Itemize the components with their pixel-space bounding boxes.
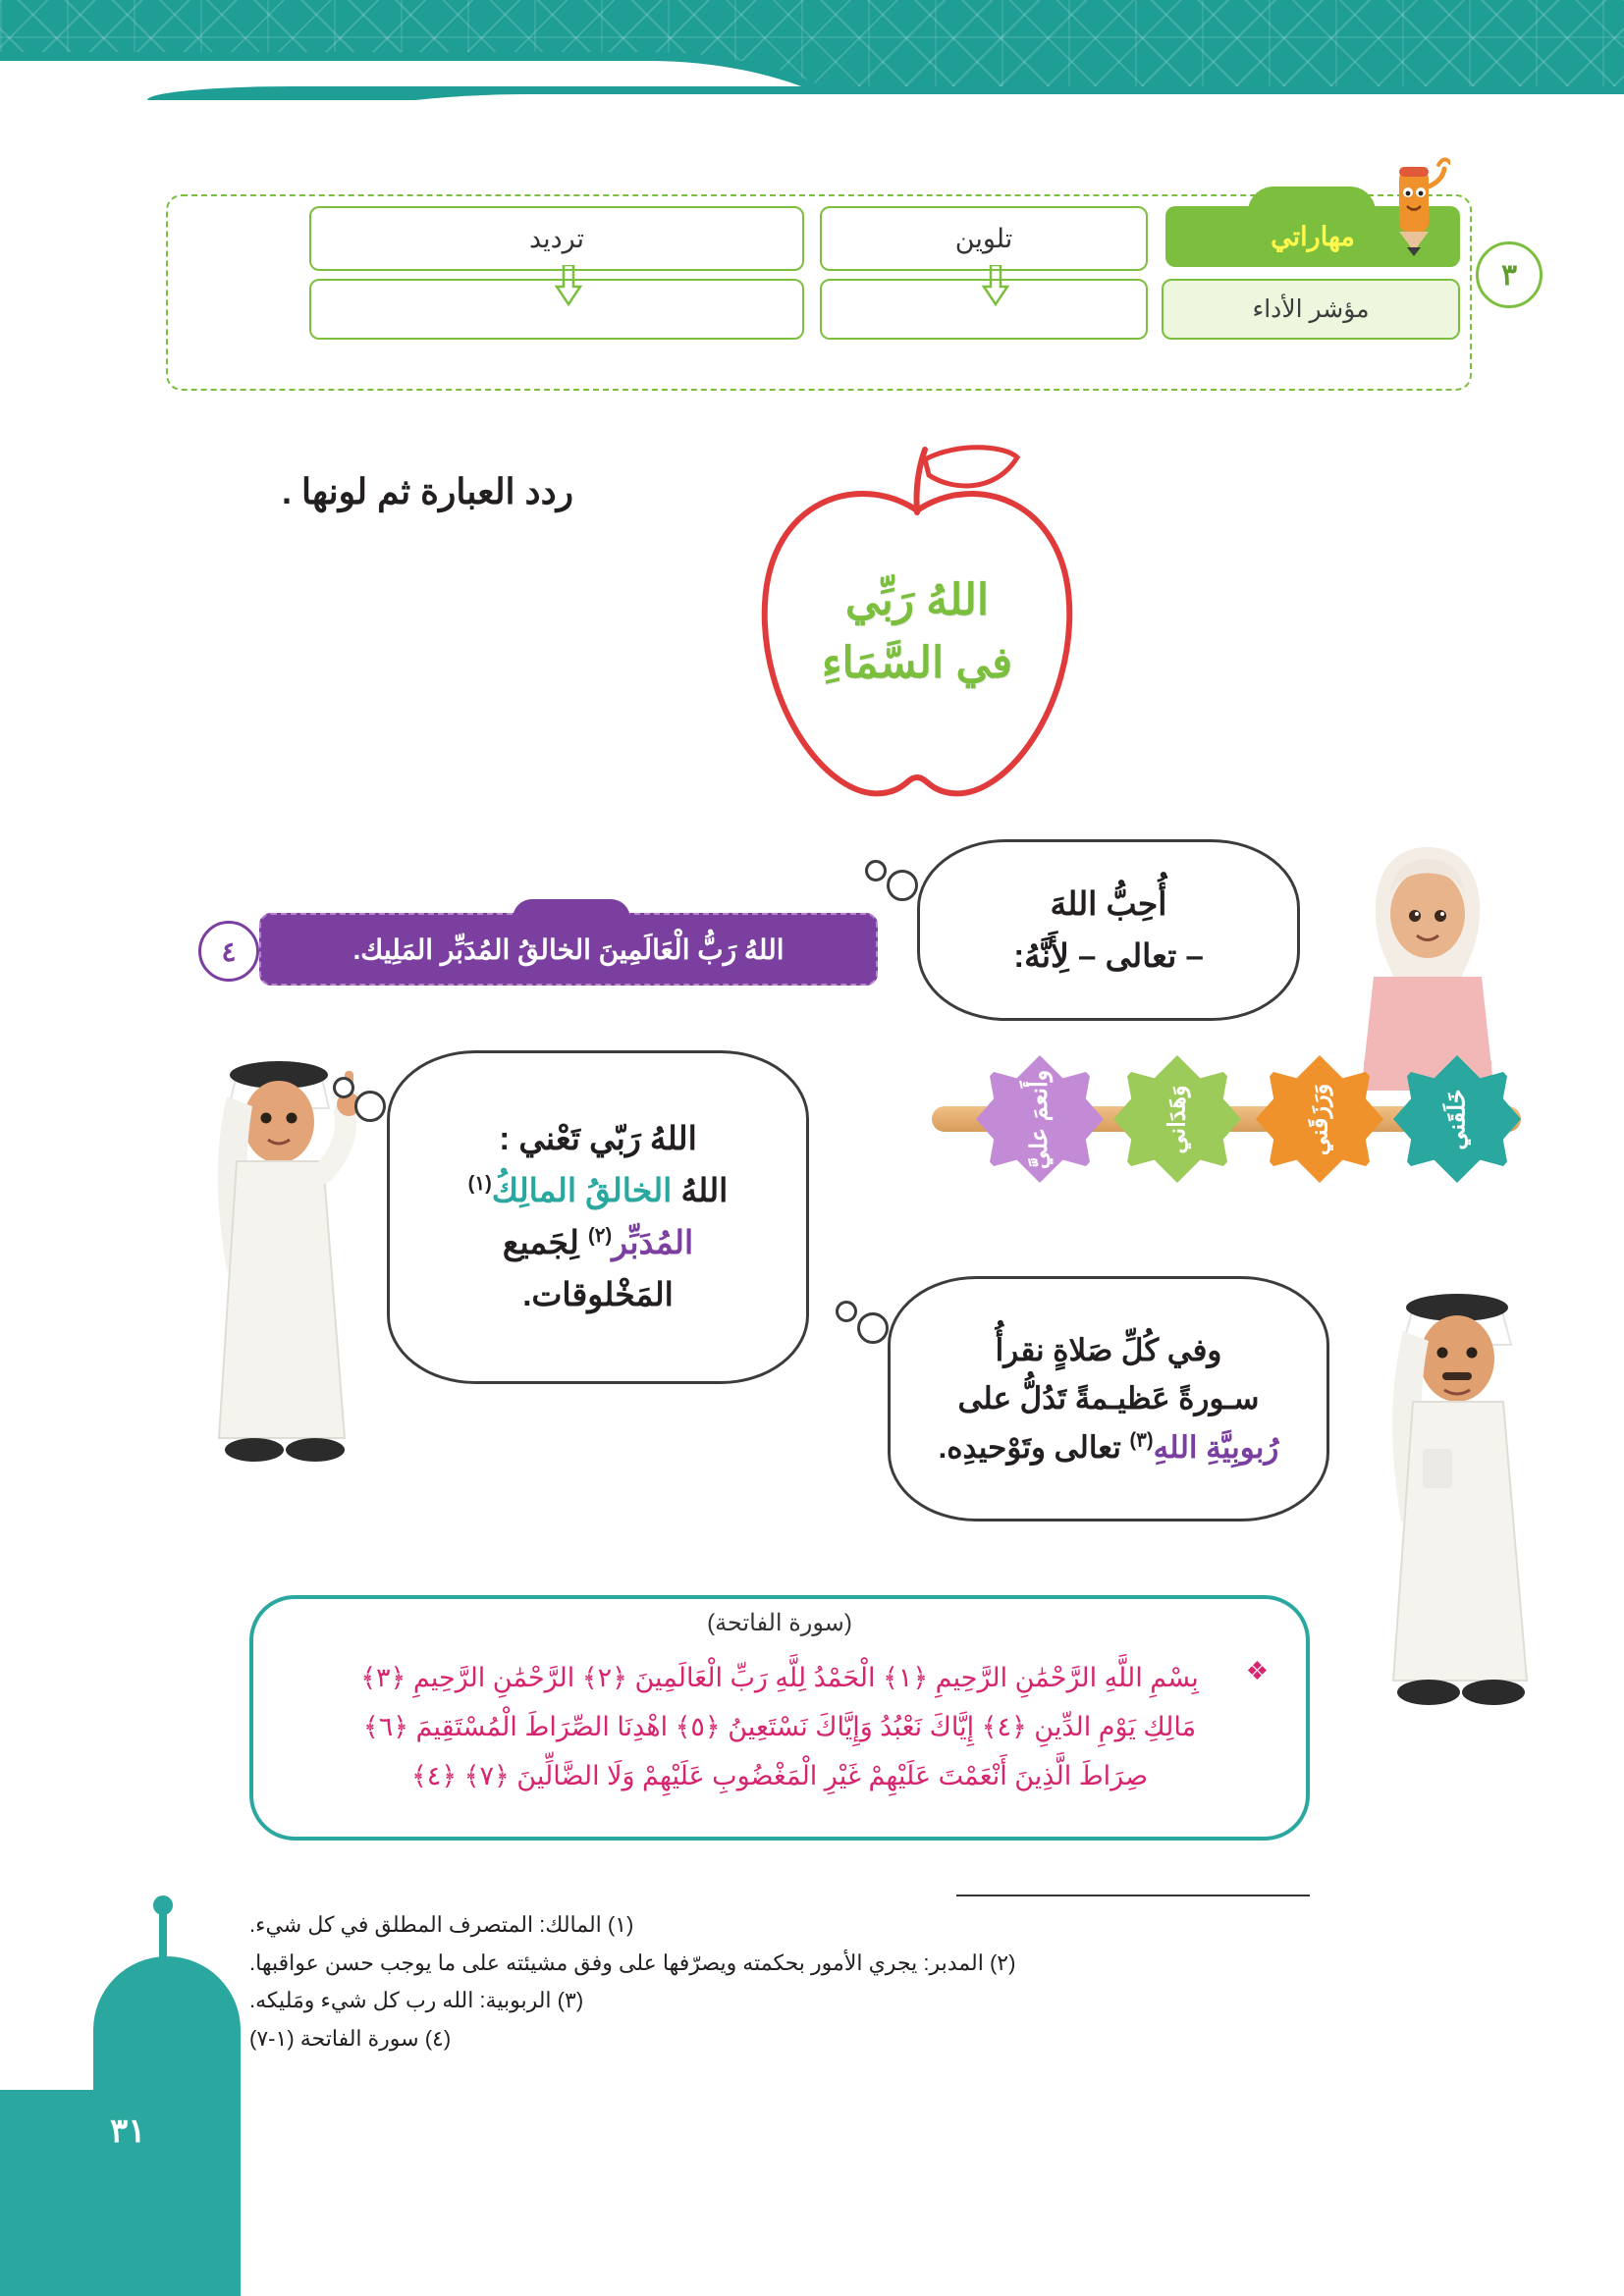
footnote-divider bbox=[956, 1895, 1310, 1896]
surah-title: (سورة الفاتحة) bbox=[707, 1610, 852, 1636]
flower-item[interactable] bbox=[1256, 1055, 1383, 1183]
man-character bbox=[1354, 1276, 1565, 1718]
mosque-dome-icon bbox=[93, 1956, 241, 2104]
flower-label: وأَنعمَ عليَّ bbox=[1026, 1069, 1054, 1169]
flower-item[interactable] bbox=[1393, 1055, 1521, 1183]
girl-bubble-line2: – تعالى – لِأَنَّهُ: bbox=[1013, 936, 1204, 974]
bubble-dot-small bbox=[836, 1301, 857, 1322]
quran-surah-box bbox=[249, 1595, 1310, 1841]
footnote-4: (٤) سورة الفاتحة (١-٧) bbox=[249, 2025, 452, 2051]
page-number: ٣١ bbox=[110, 2112, 146, 2150]
section-4-header bbox=[221, 913, 878, 986]
footnote-ref-3: (٣) bbox=[1129, 1429, 1154, 1452]
footnote-1: (١) المالك: المتصرف المطلق في كل شيء. bbox=[249, 1912, 634, 1937]
man-speech-bubble bbox=[888, 1276, 1329, 1522]
flower-item[interactable] bbox=[1113, 1055, 1241, 1183]
boy-bubble-line3 bbox=[503, 1217, 693, 1269]
flower-item[interactable] bbox=[976, 1055, 1104, 1183]
footnote-3: (٣) الربوبية: الله رب كل شيء ومَليكه. bbox=[249, 1988, 584, 2012]
section-number-badge-3: ٣ bbox=[1476, 241, 1543, 308]
apple-illustration[interactable] bbox=[711, 432, 1123, 825]
footnotes-section bbox=[249, 1895, 1310, 2057]
skills-column-coloring: تلوين bbox=[820, 206, 1148, 271]
page-header-banner bbox=[0, 0, 1624, 172]
man-bubble-line1: وفي كُلِّ صَلاةٍ نقرأُ bbox=[995, 1332, 1222, 1367]
boy-speech-bubble bbox=[387, 1050, 809, 1384]
boy-bubble-line3-b: لِجَميع bbox=[502, 1224, 589, 1260]
bubble-dot-large bbox=[887, 870, 918, 901]
performance-indicator-label: مؤشر الأداء bbox=[1162, 279, 1460, 340]
girl-speech-bubble bbox=[917, 839, 1300, 1021]
bubble-dot-small bbox=[333, 1077, 354, 1098]
girl-bubble-text bbox=[1013, 879, 1204, 983]
instruction-text: ردد العبارة ثم لونها . bbox=[282, 471, 573, 511]
footnote-ref-2: (٢) bbox=[588, 1225, 613, 1247]
apple-phrase-line1: اللهُ رَبِّي bbox=[844, 576, 990, 624]
boy-bubble-line3-a: المُدَبِّر bbox=[612, 1224, 694, 1260]
apple-phrase bbox=[711, 569, 1123, 695]
apple-phrase-line2: في السَّمَاءِ bbox=[821, 638, 1013, 687]
skills-header-label: مهاراتي bbox=[1271, 221, 1355, 251]
boy-bubble-line2-a: اللهُ bbox=[672, 1172, 729, 1209]
ornament-icon: ❖ bbox=[1245, 1656, 1269, 1685]
pencil-mascot-icon bbox=[1381, 153, 1450, 261]
boy-bubble-line2-b: الخالقُ المالِكُ bbox=[491, 1172, 673, 1209]
flower-label: وَهَدَاني bbox=[1164, 1084, 1191, 1154]
girl-bubble-line1: أُحِبُّ اللهَ bbox=[1050, 884, 1167, 922]
flower-label: وَرَزَقَني bbox=[1306, 1083, 1333, 1155]
section-number-badge-4: ٤ bbox=[198, 921, 259, 982]
skills-column-repetition: ترديد bbox=[309, 206, 804, 271]
boy-bubble-line2 bbox=[468, 1165, 729, 1217]
flower-label: خَلَقَني bbox=[1443, 1088, 1471, 1150]
skills-header-crown bbox=[1248, 187, 1376, 212]
bubble-dot-large bbox=[857, 1312, 889, 1344]
arrow-down-icon bbox=[981, 265, 1010, 308]
attributes-flower-row bbox=[932, 1055, 1521, 1183]
section-4-title: اللهُ رَبُّ الْعَالَمِينَ الخالقُ المُدَبِّر المَلِيك. bbox=[352, 934, 785, 965]
man-bubble-line3-b: تعالى وتَوْحيدِه. bbox=[938, 1429, 1130, 1465]
man-bubble-line2: سـورةً عَظيـمةً تَدُلُّ على bbox=[957, 1381, 1260, 1416]
footnote-ref-1: (١) bbox=[467, 1173, 492, 1196]
boy-bubble-line1: اللهُ رَبّي تَعْني : bbox=[499, 1120, 697, 1157]
man-bubble-line3-a: رُبوبِيَّةِ اللهِ bbox=[1153, 1429, 1279, 1465]
surah-text bbox=[253, 1654, 1306, 1801]
surah-line: بِسْمِ اللَّهِ الرَّحْمَٰنِ الرَّحِيمِ ﴿١﴾ الْحَمْدُ لِلَّهِ رَبِّ الْعَالَمِينَ ﴿٢﴾ الرَّحْمَٰنِ الرَّحِيمِ ﴿٣﴾ bbox=[360, 1663, 1199, 1692]
mosque-spire-icon bbox=[159, 1909, 167, 1962]
boy-bubble-line4: المَخْلوقات. bbox=[522, 1275, 674, 1312]
surah-line: صِرَاطَ الَّذِينَ أَنْعَمْتَ عَلَيْهِمْ غَيْرِ الْمَغْضُوبِ عَلَيْهِمْ وَلَا الضَّالِّينَ ﴿٧﴾ ﴿٤﴾ bbox=[410, 1760, 1149, 1790]
skills-table bbox=[166, 194, 1518, 391]
bubble-dot-small bbox=[865, 860, 887, 881]
footnote-2: (٢) المدبر: يجري الأمور بحكمته ويصرّفها على وفق مشيئته على ما يوجب حسن عواقبها. bbox=[249, 1949, 1016, 1975]
bubble-dot-large bbox=[354, 1091, 386, 1122]
arrow-down-icon bbox=[554, 265, 583, 308]
mosque-silhouette bbox=[0, 1884, 226, 2296]
surah-line: مَالِكِ يَوْمِ الدِّينِ ﴿٤﴾ إِيَّاكَ نَعْبُدُ وَإِيَّاكَ نَسْتَعِينُ ﴿٥﴾ اهْدِنَا الصِّرَاطَ الْمُسْتَقِيمَ ﴿٦﴾ bbox=[362, 1711, 1197, 1741]
man-bubble-line3 bbox=[939, 1423, 1279, 1472]
